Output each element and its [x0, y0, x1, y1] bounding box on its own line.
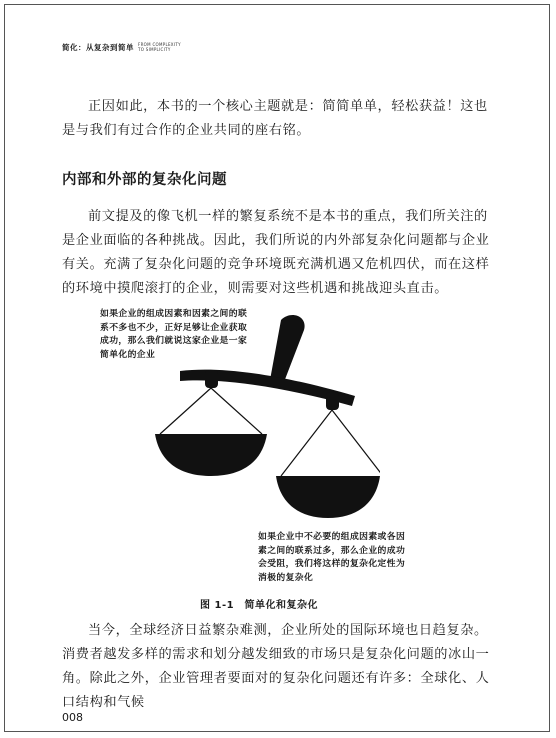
left-string-2	[211, 388, 262, 434]
figure-annotation-upper: 如果企业的组成因素和因素之间的联系不多也不少，正好足够让企业获取成功，那么我们就说这家企业是一家简单化的企业	[100, 309, 248, 360]
page-number: 008	[62, 711, 83, 724]
figure-caption: 图 1-1 简单化和复杂化	[200, 600, 319, 611]
header-english	[138, 42, 181, 52]
right-string-2	[332, 410, 380, 476]
left-pan	[155, 434, 267, 476]
body-paragraph-1: 前文提及的像飞机一样的繁复系统不是本书的重点，我们所关注的是企业面临的各种挑战。因此，我们所说的内外部复杂化问题都与企业有关。充满了复杂化问题的竞争环境既充满机遇又危机四伏，而在这样的环境中摸爬滚打的企业，则需要对这些机遇和挑战迎头直击。	[62, 209, 490, 296]
right-hanger	[326, 392, 339, 410]
figure-annotation-lower: 如果企业中不必要的组成因素或各因素之间的联系过多，那么企业的成功会受阻，我们将这样的复杂化定性为消极的复杂化	[258, 532, 406, 583]
left-hanger	[205, 370, 218, 388]
header-english-line2: TO SIMPLICITY	[138, 47, 171, 52]
intro-paragraph: 正因如此，本书的一个核心主题就是：简简单单，轻松获益！这也是与我们有过合作的企业共同的座右铭。	[62, 99, 488, 138]
header-english-line1: FROM COMPLEXITY	[138, 42, 181, 47]
section-heading: 内部和外部的复杂化问题	[62, 172, 227, 188]
header-title: 简化：从复杂到简单	[62, 43, 134, 52]
scale-handle	[270, 315, 305, 387]
right-pan	[276, 476, 380, 518]
right-string-1	[281, 410, 332, 476]
left-string-1	[160, 388, 211, 434]
body-paragraph-2: 当今，全球经济日益繁杂难测，企业所处的国际环境也日趋复杂。消费者越发多样的需求和划分越发细致的市场只是复杂化问题的冰山一角。除此之外，企业管理者要面对的复杂化问题还有许多：全球化、人口结构和气候	[62, 623, 490, 710]
running-header	[62, 42, 181, 53]
